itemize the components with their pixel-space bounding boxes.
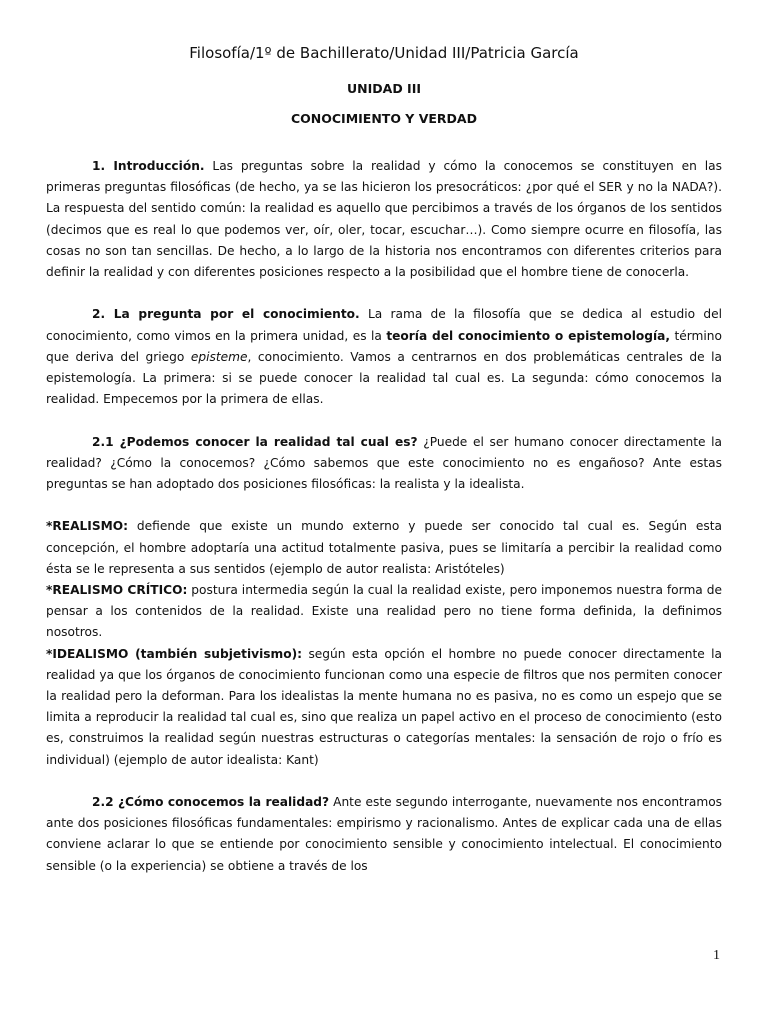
paragraph-text: La rama de la filosofía que se dedica al estudio del conocimiento, como vimos en la primera unidad, es la: [46, 307, 722, 343]
unit-label: UNIDAD III: [347, 81, 421, 96]
paragraph-como-conocemos: [46, 792, 722, 877]
section-heading-2-2: 2.2 ¿Cómo conocemos la realidad?: [92, 795, 330, 810]
paragraph-text: postura intermedia según la cual la realidad existe, pero imponemos nuestra forma de pensar a los contenidos de la realidad. Existe una realidad pero no tiene forma definida, la definimos nosotros.: [46, 583, 722, 640]
term-episteme: episteme: [190, 349, 248, 364]
term-realismo-critico: *REALISMO CRÍTICO:: [46, 583, 188, 598]
paragraph-idealismo: [46, 644, 722, 771]
page-number: 1: [713, 948, 720, 963]
term-idealismo: *IDEALISMO (también subjetivismo):: [46, 646, 303, 661]
unit-title: CONOCIMIENTO Y VERDAD: [291, 111, 477, 126]
paragraph-text: defiende que existe un mundo externo y puede ser conocido tal cual es. Según esta concepción, el hombre adoptaría una actitud totalmente pasiva, pues se limitaría a percibir la realidad como ésta se le representa a sus sentidos (ejemplo de autor realista: Aristóteles): [46, 519, 722, 576]
paragraph-realismo-critico: [46, 580, 722, 644]
section-heading-2-1: 2.1 ¿Podemos conocer la realidad tal cual es?: [92, 434, 418, 449]
paragraph-realismo: [46, 516, 722, 580]
paragraph-text: término que deriva del griego: [46, 328, 722, 364]
section-heading-introduccion: 1. Introducción.: [92, 159, 205, 173]
section-heading-pregunta-conocimiento: 2. La pregunta por el conocimiento.: [92, 307, 360, 322]
paragraph-text: según esta opción el hombre no puede conocer directamente la realidad ya que los órganos de conocimiento funcionan como una especie de filtros que nos permiten conocer la realidad pero la deforman. Para los idealistas la mente humana no es pasiva, no es como un espejo que se limita a reproducir la realidad tal cual es, sino que realiza un papel activo en el proceso de conocimiento (esto es, construimos la realidad según nuestras estructuras o categorías mentales: la sensación de rojo o frío es individual) (ejemplo de autor idealista: Kant): [46, 646, 722, 767]
paragraph-text: ¿Puede el ser humano conocer directamente la realidad? ¿Cómo la conocemos? ¿Cómo sabemos que este conocimiento no es engañoso? Ante estas preguntas se han adoptado dos posiciones filosóficas: la realista y la idealista.: [46, 434, 722, 492]
paragraph-text: Ante este segundo interrogante, nuevamente nos encontramos ante dos posiciones filosóficas fundamentales: empirismo y racionalismo. Antes de explicar cada una de ellas conviene aclarar lo que se entiende por conocimiento sensible y conocimiento intelectual. El conocimiento sensible (o la experiencia) se obtiene a través de los: [46, 795, 722, 873]
running-header: Filosofía/1º de Bachillerato/Unidad III/Patricia García: [189, 44, 579, 62]
term-epistemologia: teoría del conocimiento o epistemología,: [386, 328, 671, 343]
paragraph-text: Las preguntas sobre la realidad y cómo la conocemos se constituyen en las primeras preguntas filosóficas (de hecho, ya se las hicieron los presocráticos: ¿por qué el SER y no la NADA?). La respuesta del sentido común: la realidad es aquello que percibimos a través de los órganos de los sentidos (decimos que es real lo que podemos ver, oír, oler, tocar, escuchar…). Como siempre ocurre en filosofía, las cosas no son tan sencillas. De hecho, a lo largo de la historia nos encontramos con diferentes criterios para definir la realidad y con diferentes posiciones respecto a la posibilidad que el hombre tiene de conocerla.: [46, 159, 723, 280]
paragraph-text: , conocimiento. Vamos a centrarnos en dos problemáticas centrales de la epistemología. La primera: si se puede conocer la realidad tal cual es. La segunda: cómo conocemos la realidad. Empecemos por la primera de ellas.: [46, 349, 722, 407]
paragraph-pregunta-conocimiento: [46, 304, 722, 410]
paragraph-introduccion: [46, 156, 722, 283]
document-body: [46, 156, 722, 877]
term-realismo: *REALISMO:: [46, 519, 128, 534]
paragraph-realidad-tal-cual: [46, 432, 722, 496]
